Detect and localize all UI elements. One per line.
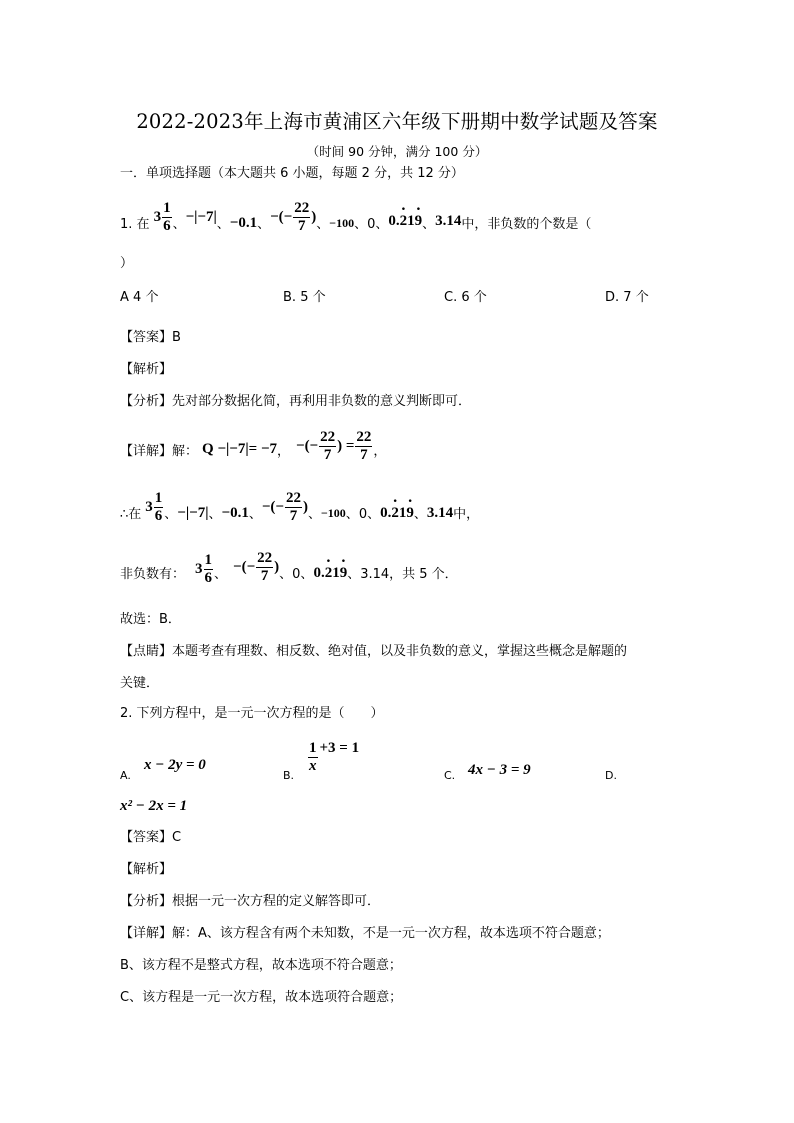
analysis-heading: 【解析】 xyxy=(120,362,173,377)
equation-c: 4x − 3 = 9 xyxy=(468,762,531,778)
integer-term: −100 xyxy=(329,216,355,230)
section-heading: 一．单项选择题（本大题共 6 小题，每题 2 分，共 12 分） xyxy=(120,166,464,181)
analysis-summary: 【分析】根据一元一次方程的定义解答即可． xyxy=(120,894,381,909)
equation-a: x − 2y = 0 xyxy=(144,757,206,773)
answer-line: 【答案】B xyxy=(120,330,181,345)
option-a: A 4 个 xyxy=(120,290,159,305)
answer-line: 【答案】C xyxy=(120,830,182,845)
exam-info: （时间 90 分钟，满分 100 分） xyxy=(306,144,488,159)
nonnegative-list: 非负数有： 3 $\frac{1}{6}$ 、 −(− $\frac{22}{7}$ ) 、 0 、 0.2 ·19 · 、3.14，共 5 个． xyxy=(120,550,458,600)
detail-line: 【详解】 解： Q −|−7|= −7 ， −(− $\frac{22}{7}$ ) = $\frac{22}{7}$ ， xyxy=(120,428,387,463)
equation-b: $\frac{1}{x}$ +3 = 1 xyxy=(309,740,360,774)
option-d: D. 7 个 xyxy=(605,290,649,305)
document-title: 2022-2023年上海市黄浦区六年级下册期中数学试题及答案 xyxy=(136,110,658,133)
mixed-number: 3 $\frac{1}{6}$ xyxy=(153,199,171,234)
option-c: C. 6 个 xyxy=(444,290,487,305)
detail-line-c: C、该方程是一元一次方程，故本选项符合题意； xyxy=(120,990,403,1005)
stem-close-paren: ） xyxy=(120,256,134,271)
fraction-term: −(− $\frac{22}{7}$ ) xyxy=(270,199,317,234)
stem-text: 在 xyxy=(136,217,150,232)
option-b: B. 5 个 xyxy=(283,290,326,305)
comment-line-1: 【点睛】本题考查有理数、相反数、绝对值，以及非负数的意义，掌握这些概念是解题的 xyxy=(120,644,628,659)
question-1-stem: 1. 在 3 $\frac{1}{6}$ 、 −|−7| 、 −0.1 、 −(− $\frac{22}{7}$ ) 、 −100 、 0 、 0.2 ·19 · 、 3.14 中，非负数的个数是（ xyxy=(120,200,591,250)
choice-conclusion: 故选：B． xyxy=(120,612,181,627)
comment-line-2: 关键． xyxy=(120,676,160,691)
abs-value-term: −|−7| xyxy=(185,209,217,225)
detail-line-b: B、该方程不是整式方程，故本选项不符合题意； xyxy=(120,958,402,973)
detail-expression: Q −|−7|= −7 xyxy=(202,441,277,457)
equation-d: x² − 2x = 1 xyxy=(120,798,188,814)
option-a: A. xyxy=(120,769,131,782)
option-d: D. xyxy=(605,769,617,782)
option-b: B. xyxy=(283,769,295,782)
therefore-line: ∴在 3 $\frac{1}{6}$ 、 −|−7| 、 −0.1 、 −(− $\frac{22}{7}$ ) 、 −100 、 0 、 0.2 ·19 · 、 3.14 中， xyxy=(120,490,479,540)
detail-fraction-expression: −(− $\frac{22}{7}$ ) = $\frac{22}{7}$ xyxy=(296,428,372,463)
option-c: C. xyxy=(444,769,456,782)
analysis-heading: 【解析】 xyxy=(120,862,173,877)
repeating-decimal: 0.2 ·19 · xyxy=(388,213,422,229)
analysis-summary: 【分析】先对部分数据化简，再利用非负数的意义判断即可． xyxy=(120,394,472,409)
question-2-stem: 2. 下列方程中，是一元一次方程的是（ ） xyxy=(120,706,384,721)
detail-line-a: 【详解】解：A、该方程含有两个未知数，不是一元一次方程，故本选项不符合题意； xyxy=(120,926,610,941)
decimal-term: −0.1 xyxy=(229,215,258,231)
decimal-term: 3.14 xyxy=(435,213,462,229)
question-number: 1. xyxy=(120,217,133,232)
